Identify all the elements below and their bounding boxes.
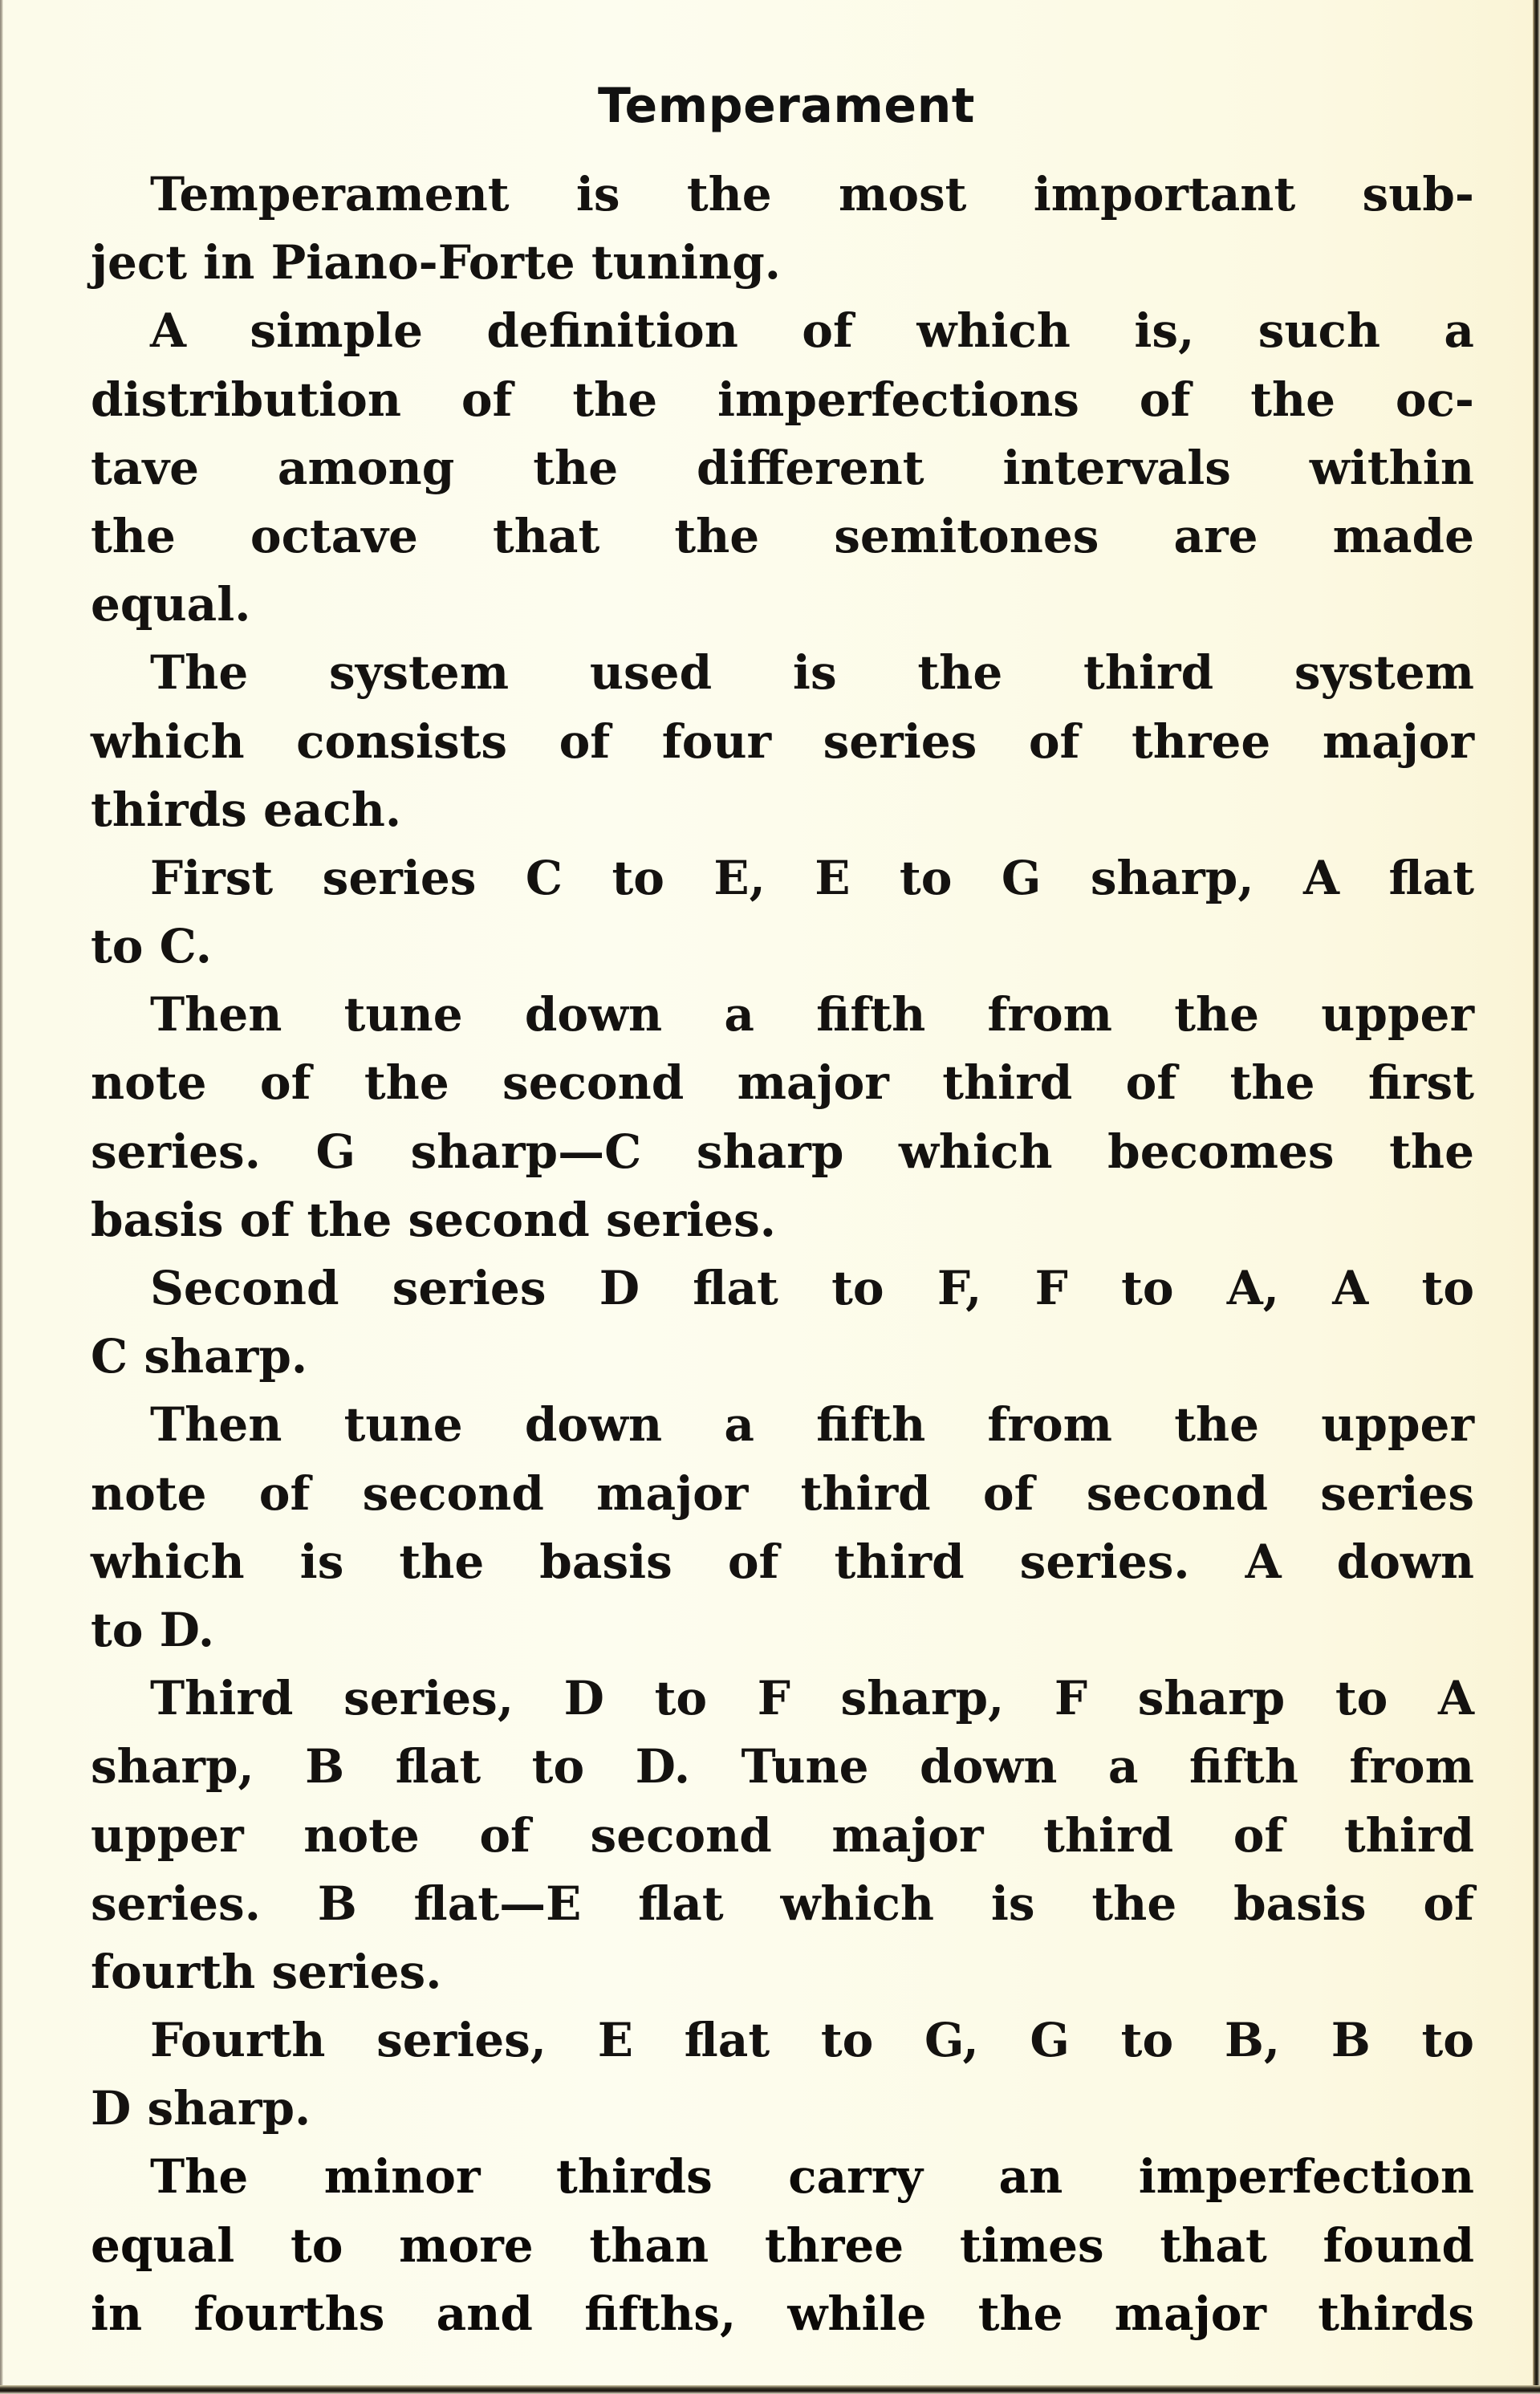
- text-line: series. G sharp—C sharp which becomes the: [91, 1124, 1474, 1179]
- text-line: Temperament is the most important sub-: [150, 167, 1474, 222]
- text-line: C sharp.: [91, 1329, 308, 1384]
- text-line: The minor thirds carry an imperfection: [150, 2149, 1474, 2205]
- text-line: sharp, B flat to D. Tune down a fifth from: [91, 1739, 1474, 1794]
- paragraph-system-used: [91, 639, 1474, 844]
- text-line: thirds each.: [91, 782, 402, 837]
- text-line: in fourths and fifths, while the major thirds: [91, 2286, 1474, 2341]
- paragraph-simple-definition: [91, 297, 1474, 639]
- paragraph-temperament-definition: [91, 161, 1474, 297]
- text-line: basis of the second series.: [91, 1192, 776, 1247]
- text-line: equal.: [91, 577, 251, 632]
- text-line: the octave that the semitones are made: [91, 508, 1474, 563]
- text-line: tave among the different intervals within: [91, 440, 1474, 495]
- paragraph-third-series: [91, 1664, 1474, 2006]
- section-title: Temperament: [597, 78, 975, 134]
- text-line: equal to more than three times that found: [91, 2217, 1474, 2273]
- page-border-left: [0, 0, 3, 2394]
- text-line: to D.: [91, 1602, 215, 1657]
- text-line: Second series D flat to F, F to A, A to: [150, 1261, 1474, 1315]
- paragraph-first-series: [91, 844, 1474, 981]
- text-line: note of second major third of second series: [91, 1465, 1474, 1521]
- text-line: note of the second major third of the first: [91, 1055, 1474, 1111]
- paragraph-tune-down-first: [91, 981, 1474, 1254]
- text-line: series. B flat—E flat which is the basis of: [91, 1876, 1474, 1931]
- text-line: Third series, D to F sharp, F sharp to A: [150, 1671, 1474, 1726]
- text-line: First series C to E, E to G sharp, A flat: [150, 850, 1474, 905]
- text-line: A simple definition of which is, such a: [150, 303, 1474, 359]
- text-line: upper note of second major third of third: [91, 1807, 1474, 1863]
- body-text: [91, 161, 1474, 2348]
- paragraph-fourth-series: [91, 2006, 1474, 2143]
- text-line: ject in Piano-Forte tuning.: [91, 235, 781, 291]
- text-line: which consists of four series of three major: [91, 713, 1474, 769]
- text-line: distribution of the imperfections of the oc-: [91, 372, 1474, 427]
- page-border-right: [1533, 0, 1540, 2394]
- text-line: Fourth series, E flat to G, G to B, B to: [150, 2013, 1474, 2068]
- text-line: D sharp.: [91, 2081, 311, 2136]
- paragraph-second-series: [91, 1254, 1474, 1391]
- paragraph-minor-thirds: [91, 2143, 1474, 2348]
- text-line: Then tune down a fifth from the upper: [150, 987, 1474, 1043]
- paragraph-tune-down-second: [91, 1391, 1474, 1664]
- text-line: The system used is the third system: [150, 645, 1474, 701]
- page-border-bottom: [0, 2385, 1540, 2394]
- text-line: fourth series.: [91, 1944, 442, 1999]
- text-line: Then tune down a fifth from the upper: [150, 1397, 1474, 1453]
- text-line: which is the basis of third series. A down: [91, 1534, 1474, 1589]
- text-line: to C.: [91, 919, 213, 974]
